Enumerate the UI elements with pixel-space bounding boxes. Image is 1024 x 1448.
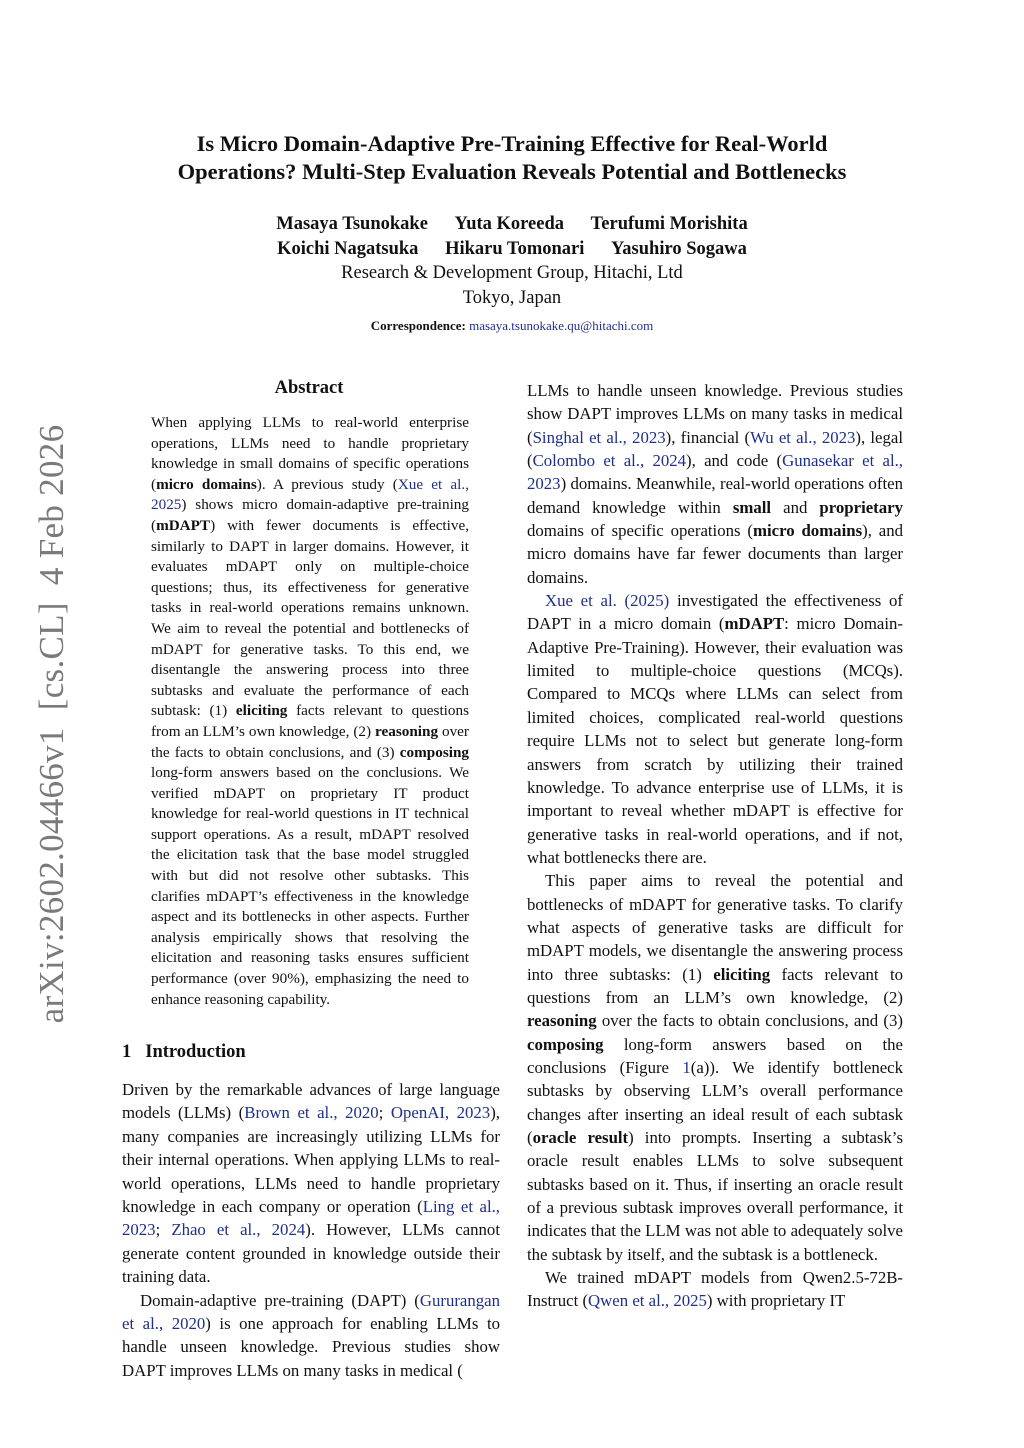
citation-link[interactable]: Zhao et al., 2024 <box>171 1220 306 1240</box>
bold-term: mDAPT <box>724 614 785 634</box>
citation-link[interactable]: Qwen et al., 2025 <box>588 1291 707 1311</box>
author: Hikaru Tomonari <box>445 238 585 259</box>
author-row-1 <box>112 212 912 237</box>
text-fragment: (a)). We identify bottleneck subtasks by observing LLM’s overall performance changes after inserting an ideal result of each subtask ( <box>527 1057 903 1147</box>
text-fragment: ) into prompts. Inserting a subtask’s oracle result enables LLMs to solve subsequent subtasks based on it. Thus, if inserting an oracle result of a previous subtask improves overall performance, it indicates that the LLM was not able to adequately solve the subtask by itself, and the subtask is a bottleneck. <box>527 1128 903 1264</box>
text-fragment: ) with proprietary IT <box>706 1291 846 1311</box>
text-fragment: facts relevant to questions from an LLM’s own knowledge, (2) <box>527 964 904 1007</box>
citation-link[interactable]: Xue et al. (2025) <box>545 591 670 611</box>
author: Yasuhiro Sogawa <box>611 238 747 259</box>
text-fragment: over the facts to obtain conclusions, and (3) <box>596 1011 903 1031</box>
right-column-body <box>527 379 903 1313</box>
text-fragment: and <box>771 497 820 517</box>
figure-link[interactable]: 1 <box>682 1057 691 1077</box>
arxiv-sidebar <box>32 421 72 1028</box>
text-fragment: ), many companies are increasingly utilizing LLMs for their internal operations. When applying LLMs to real-world operations, LLMs need to handle proprietary knowledge in each company or operation ( <box>122 1103 500 1217</box>
title-line-1: Is Micro Domain-Adaptive Pre-Training Effective for Real-World <box>196 131 828 156</box>
text-fragment: ), financial ( <box>665 427 751 447</box>
abstract-fragment: long-form answers based on the conclusions. We verified mDAPT on proprietary IT product knowledge for real-world questions in IT technical support operations. As a result, mDAPT resolved the elicitation task that the base model struggled with but did not resolve other subtasks. This clarifies mDAPT’s effectiveness in the knowledge aspect and its bottlenecks in other aspects. Further analysis empirically shows that resolving the elicitation and reasoning tasks ensures sufficient performance (over 90%), emphasizing the need to enhance reasoning capability. <box>151 764 469 1008</box>
abstract-fragment: ) shows micro domain-adaptive pre-training ( <box>151 496 469 534</box>
abstract-text <box>151 413 469 1010</box>
abstract-fragment: ). A previous study ( <box>256 475 398 493</box>
citation-link[interactable]: Singhal et al., 2023 <box>532 427 666 447</box>
author-row-2 <box>112 237 912 262</box>
abstract-fragment: over the facts to obtain conclusions, and (3) <box>151 722 469 761</box>
author: Masaya Tsunokake <box>276 214 428 234</box>
section-number: 1 <box>122 1042 132 1062</box>
bold-term: composing <box>527 1034 604 1054</box>
bold-term: micro domains <box>752 521 863 541</box>
text-fragment: domains of specific operations ( <box>527 521 753 541</box>
text-fragment: ), legal ( <box>527 427 903 471</box>
author: Koichi Nagatsuka <box>277 238 419 259</box>
text-fragment: ), and code ( <box>686 451 783 471</box>
title-line-2: Operations? Multi-Step Evaluation Reveals Potential and Bottlenecks <box>177 159 847 184</box>
abstract-bold: composing <box>399 743 469 761</box>
abstract-fragment: ) with fewer documents is effective, similarly to DAPT in larger domains. However, it evaluates mDAPT only on multiple-choice questions; thus, its effectiveness for generative tasks in real-world operations remains unknown. We aim to reveal the potential and bottlenecks of mDAPT for generative tasks. To this end, we disentangle the answering process into three subtasks and evaluate the performance of each subtask: (1) <box>151 516 469 720</box>
text-fragment: long-form answers based on the conclusions (Figure <box>527 1034 903 1077</box>
affiliation: Research & Development Group, Hitachi, Ltd <box>341 263 683 283</box>
abstract-heading: Abstract <box>274 378 344 398</box>
text-fragment: We trained mDAPT models from Qwen2.5-72B-Instruct ( <box>527 1268 903 1311</box>
abstract-bold: reasoning <box>375 722 439 740</box>
text-fragment: This paper aims to reveal the potential and bottlenecks of mDAPT for generative tasks. To clarify what aspects of generative tasks are difficult for mDAPT models, we disentangle the answering process into three subtasks: (1) <box>527 871 903 984</box>
bold-term: reasoning <box>527 1011 597 1031</box>
abstract-bold: micro domains <box>156 475 257 493</box>
intro-paragraph-2 <box>122 1289 500 1383</box>
abstract-fragment: facts relevant to questions from an LLM’s own knowledge, (2) <box>151 702 469 740</box>
intro-paragraph-2-cont <box>527 379 903 589</box>
section-title: Introduction <box>145 1042 246 1062</box>
email-link[interactable]: masaya.tsunokake.qu@hitachi.com <box>469 318 654 333</box>
citation-link[interactable]: Wu et al., 2023 <box>750 427 856 447</box>
intro-paragraph-3 <box>527 589 903 869</box>
bold-term: eliciting <box>713 964 771 984</box>
section-heading-introduction <box>122 1042 260 1063</box>
text-fragment: Domain-adaptive pre-training (DAPT) ( <box>140 1290 420 1310</box>
citation-link[interactable]: Ling et al., 2023 <box>122 1197 500 1240</box>
bold-term: small <box>732 497 772 517</box>
text-fragment: LLMs to handle unseen knowledge. Previous studies show DAPT improves LLMs on many tasks in medical ( <box>527 381 903 447</box>
abstract-bold: eliciting <box>235 702 288 720</box>
intro-paragraph-5 <box>527 1266 903 1313</box>
text-fragment: ; <box>378 1103 391 1123</box>
author: Yuta Koreeda <box>454 214 565 234</box>
text-fragment: ), and micro domains have far fewer documents than larger domains. <box>527 521 903 587</box>
intro-paragraph-4 <box>527 869 903 1266</box>
text-fragment: ) domains. Meanwhile, real-world operations often demand knowledge within <box>527 474 903 517</box>
text-fragment: ; <box>155 1220 172 1240</box>
text-fragment: investigated the effectiveness of DAPT in a micro domain ( <box>527 591 904 634</box>
intro-paragraph-1 <box>122 1078 500 1289</box>
text-fragment: ). However, LLMs cannot generate content grounded in knowledge outside their training data. <box>122 1220 500 1287</box>
citation-link[interactable]: Colombo et al., 2024 <box>532 451 687 471</box>
author-block <box>112 212 912 339</box>
correspondence <box>112 314 912 339</box>
citation-link[interactable]: Xue et al., 2025 <box>151 475 469 514</box>
arxiv-date: 4 Feb 2026 <box>32 424 71 586</box>
correspondence-label: Correspondence: <box>370 318 466 333</box>
text-fragment: Driven by the remarkable advances of large language models (LLMs) ( <box>122 1080 500 1123</box>
author: Terufumi Morishita <box>590 214 748 234</box>
bold-term: proprietary <box>819 497 904 517</box>
location: Tokyo, Japan <box>462 287 562 308</box>
citation-link[interactable]: Brown et al., 2020 <box>244 1103 379 1123</box>
text-fragment: : micro Domain-Adaptive Pre-Training). However, their evaluation was limited to multiple-choice questions (MCQs). Compared to MCQs where LLMs can select from limited choices, complicated real-world questions require LLMs not to select but generate long-form answers from scratch by utilizing their trained knowledge. To advance enterprise use of LLMs, it is important to reveal whether mDAPT is effective for generative tasks in real-world operations, and if not, what bottlenecks there are. <box>527 614 903 867</box>
abstract-bold: mDAPT <box>156 516 211 534</box>
left-column-body <box>122 1078 500 1382</box>
text-fragment: ) is one approach for enabling LLMs to handle unseen knowledge. Previous studies show DAPT improves LLMs on many tasks in medical ( <box>122 1314 500 1380</box>
abstract-fragment: When applying LLMs to real-world enterprise operations, LLMs need to handle proprietary knowledge in small domains of specific operations ( <box>151 414 469 493</box>
bold-term: oracle result <box>532 1128 629 1147</box>
citation-link[interactable]: OpenAI, 2023 <box>390 1103 491 1123</box>
arxiv-id[interactable]: arXiv:2602.04466v1 <box>32 727 71 1024</box>
arxiv-category: [cs.CL] <box>32 602 71 711</box>
citation-link[interactable]: Gunasekar et al., 2023 <box>527 451 903 494</box>
citation-link[interactable]: Gururangan et al., 2020 <box>122 1290 500 1334</box>
paper-title <box>112 130 912 186</box>
